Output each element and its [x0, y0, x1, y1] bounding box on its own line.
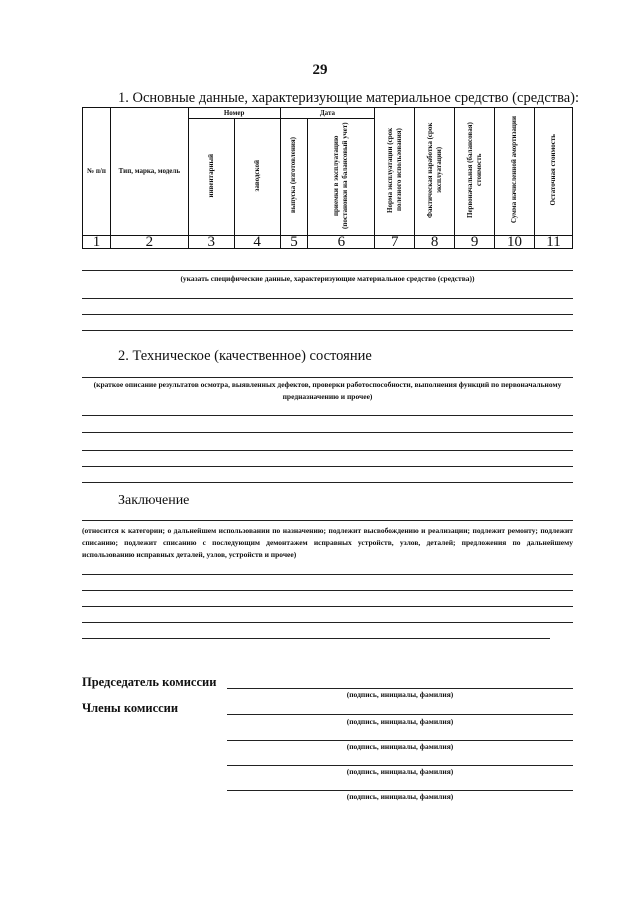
header-norm: Норма эксплуатации (срок полезного использования) [385, 127, 403, 213]
column-numbers-row [83, 236, 573, 249]
col-num: 4 [234, 236, 280, 249]
col-num: 10 [495, 236, 535, 249]
col-num: 3 [188, 236, 234, 249]
fill-line[interactable] [82, 270, 573, 271]
asset-table [82, 107, 573, 249]
fill-line[interactable] [82, 314, 573, 315]
conclusion-title: Заключение [118, 493, 190, 508]
chairman-label: Председатель комиссии [82, 675, 217, 689]
header-depreciation: Сумма начисленной амортизации [510, 116, 519, 224]
signature-caption: (подпись, инициалы, фамилия) [346, 690, 454, 699]
fill-line[interactable] [82, 590, 573, 591]
header-residual: Остаточная стоимость [548, 134, 557, 206]
fill-line[interactable] [82, 415, 573, 416]
col-num: 2 [110, 236, 188, 249]
section2-title: 2. Техническое (качественное) состояние [118, 348, 372, 364]
header-initial-cost: Первоначальная (балансовая) стоимость [465, 122, 483, 218]
fill-line[interactable] [82, 466, 573, 467]
fill-line[interactable] [82, 298, 573, 299]
signature-caption: (подпись, инициалы, фамилия) [346, 767, 454, 776]
col-num: 8 [415, 236, 455, 249]
signature-caption: (подпись, инициалы, фамилия) [346, 792, 454, 801]
signature-caption: (подпись, инициалы, фамилия) [346, 717, 454, 726]
col-num: 6 [308, 236, 375, 249]
page-number: 29 [312, 62, 328, 78]
section1-title: 1. Основные данные, характеризующие материальное средство (средства): [118, 90, 580, 106]
col-num: 7 [375, 236, 415, 249]
header-date-group: Дата [280, 108, 375, 119]
member-signature-line[interactable] [227, 714, 573, 715]
header-commission: приемки в эксплуатацию (постановки на балансовый учет) [332, 122, 350, 229]
header-number-group: Номер [188, 108, 280, 119]
header-actual: Фактическая наработка (срок эксплуатации) [425, 122, 443, 218]
header-type: Тип, марка, модель [110, 108, 188, 236]
fill-line[interactable] [82, 622, 573, 623]
section1-caption: (указать специфические данные, характеризующие материальное средство (средства)) [180, 274, 475, 283]
col-num: 5 [280, 236, 308, 249]
fill-line[interactable] [82, 432, 573, 433]
fill-line[interactable] [82, 520, 573, 521]
fill-line[interactable] [82, 450, 573, 451]
fill-line[interactable] [82, 606, 573, 607]
header-no: № п/п [83, 108, 111, 236]
header-release: выпуска (изготовления) [289, 137, 298, 214]
col-num: 9 [455, 236, 495, 249]
header-factory: заводской [252, 159, 261, 192]
fill-line[interactable] [82, 574, 573, 575]
section2-caption: (краткое описание результатов осмотра, выявленных дефектов, проверки работоспособности, выполнения функций по первоначальному предназначению и прочее) [93, 380, 562, 401]
conclusion-caption: (относится к категории; о дальнейшем использовании по назначению; подлежит высвобождению и реализации; подлежит ремонту; подлежит списанию; подлежит списанию с последующим демонтажем исправных устройств, узлов, деталей; предложения по дальнейшему использованию исправных деталей, узлов, устройств и прочее) [82, 526, 573, 559]
header-inventory: инвентарный [206, 153, 215, 198]
signature-caption: (подпись, инициалы, фамилия) [346, 742, 454, 751]
col-num: 1 [83, 236, 111, 249]
fill-line[interactable] [82, 377, 573, 378]
fill-line[interactable] [82, 330, 573, 331]
fill-line[interactable] [82, 638, 550, 639]
members-label: Члены комиссии [82, 701, 179, 715]
col-num: 11 [534, 236, 572, 249]
fill-line[interactable] [82, 482, 573, 483]
